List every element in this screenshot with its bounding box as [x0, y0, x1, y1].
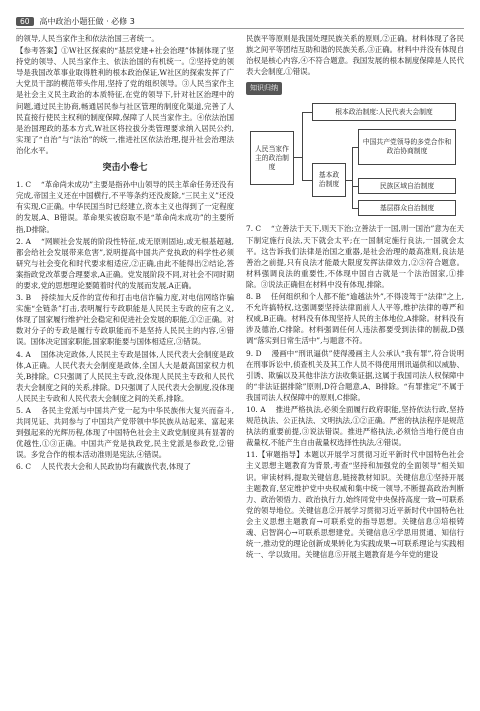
answer-3: 3. B 持续加大反作的宣传和打击电信诈骗力度,对电信网络诈骗实施“全链条”打击,表明履行专政职能是人民民主专政的应有之义,体现了国家履行维护社会稳定和促进社会发展的职能,①②正确。对数对分子的专政是履行专政职能而不是坚持人民民主的内容,④错误。国体决定国家职能,国家职能要与国体相适应,③错误。 [16, 293, 234, 347]
diagram-connector [352, 147, 353, 209]
answer-4: 4. A 国体决定政体,人民民主专政是国体,人民代表大会制度是政体,A正确。人民代表大会制度是政体,全国人大是最高国家权力机关,B排除。C只强调了人民民主专政,没体现人民民主专政和人民代表大会制度之间的关系,排除。D只强调了人民代表大会制度,没体现人民民主专政和人民代表大会制度之间的关系,排除。 [16, 349, 234, 403]
diagram-basic-system: 基本政治制度 [312, 163, 346, 197]
diagram-item-grassroots: 基层群众自治制度 [358, 200, 456, 216]
diagram-connector [302, 112, 303, 180]
section-title: 突击小卷七 [102, 163, 148, 174]
book-title: 高中政治小题狂做 · 必修 3 [39, 16, 135, 26]
diagram-item-ethnic-autonomy: 民族区域自治制度 [358, 178, 456, 194]
diagram-fundamental-system: 根本政治制度:人民代表大会制度 [312, 103, 456, 121]
knowledge-summary-label: 知识归纳 [246, 82, 282, 95]
diagram-connector [302, 112, 312, 113]
page-header [16, 14, 464, 29]
reference-answer: 【参考答案】①W社区探索的“基层党建+社会治理”体制体现了坚持党的领导、人民当家作主、依法治国的有机统一。②坚持党的领导是我国改革事业取得胜利的根本政治保证,W社区的探索发挥了广大党员干部的模范带头作用,坚持了党的组织领导。③人民当家作主是社会主义民主政治的本质特征,在党的领导下,针对社区治理中的问题,通过民主协商,畅通居民参与社区管理的制度化渠道,完善了人民直接行使民主权利的制度保障,保障了人民当家作主。④依法治国是治国理政的基本方式,W社区将拉拔分类管理要求纳入居民公约,实现了“自治”与“法治”的统一,推进社区依法治理,提升社会治理法治化水平。 [16, 46, 234, 155]
answer-9: 9. D 漫画中“刑讯逼供”使得漫画主人公承认“我有罪”,符合说明在刑事诉讼中,侦查机关及其工作人员不得使用刑讯逼供和以威胁、引诱、欺骗以及其他非法方法收集证据,这属于我国司法人权保障中的“非法证据排除”原则,D符合题意,A、B排除。“有罪推定”不属于我国司法人权保障中的原则,C排除。 [246, 348, 464, 402]
intro-text: 的领导,人民当家作主和依法治国三者统一。 [16, 34, 159, 43]
diagram-connector [294, 157, 302, 158]
diagram-item-multiparty: 中国共产党领导的多党合作和政治协商制度 [358, 129, 456, 165]
answer-11: 11.【审题指导】本题以开展学习贯彻习近平新时代中国特色社会主义思想主题教育为背景,考查“坚持和加强党的全面领导”相关知识。审读材料,提取关键信息,链接教材知识。关键信息①坚持开展主题教育,坚定维护党中央权威和集中统一领导,不断提高政治判断力、政治领悟力、政治执行力,始终同党中央保持高度一致→可联系党的领导地位。关键信息②开展学习贯彻习近平新时代中国特色社会主义思想主题教育→可联系党的指导思想。关键信息③培根铸魂、启智润心→可联系思想建党。关键信息④学思用贯通、知信行统一,推动党的理论创新成果转化为实践成果→可联系理论与实践相统一、学以致用。关键信息⑤开展主题教育是今年党的建设 [246, 450, 464, 560]
page-number: 60 [16, 17, 34, 26]
answer-7: 7. C “立善法于天下,则天下治;立善法于一国,则一国治”意为在天下制定施行良法,天下就会太平;在一国制定施行良法,一国就会太平。这告诉我们法律是治国之重器,是社会治理的最高准则,良法是善治之前提,只有良法才能最大限度发挥法律效力,②③符合题意。材料强调良法的重要性,不体现中国自古就是一个法治国家,①排除。③说法正确但在材料中没有体现,排除。 [246, 224, 464, 289]
answer-5: 5. A 各民主党派与中国共产党一起为中华民族伟大复兴而奋斗,共同见证、共同参与了中国共产党带领中华民族从站起来、富起来到强起来的光辉历程,体现了中国特色社会主义政党制度具有显著的优越性,①③正确。中国共产党是执政党,民主党派是参政党,②错误。多党合作的根本活动准则是宪法,④错误。 [16, 406, 234, 460]
left-column [16, 33, 234, 711]
diagram-root-box: 人民当家作主的政治制度 [250, 131, 294, 185]
answer-1: 1. C “革命尚未成功”主要是指孙中山领导的民主革命任务还没有完成,帝国主义还在中国横行,不平等条约还没废除,“三民主义”还没有实现,C正确。中华民国当时已经建立,资本主义也得到了一定程度的发展,A、B错误。革命果实被窃取不是“革命尚未成功”的主要所指,D排除。 [16, 180, 234, 234]
diagram-connector [302, 180, 312, 181]
answer-8: 8. B 任何组织和个人都不能“逾越法外”,不得凌驾于“法律”之上,不允许搞特权,这强调要坚持法律面前人人平等,维护法律的尊严和权威,B正确。材料没有体现坚持人民的主体地位,A排除。材料没有涉及德治,C排除。材料强调任何人违法都要受到法律的制裁,D强调“落实到日常生活中”,与题意不符。 [246, 292, 464, 346]
answer-6: 6. C 人民代表大会和人民政协均有藏族代表,体现了 [16, 462, 191, 472]
two-column-body [16, 33, 464, 711]
right-column [246, 33, 464, 711]
political-system-diagram [246, 101, 464, 219]
answer-10: 10. A 推进严格执法,必须全面履行政府职能,坚持依法行政,坚持规范执法、公正执法、文明执法,①②正确。严密的执法程序是规范执法的重要前提,③说法错误。推进严格执法,必须恰当地行使自由裁量权,不能产生自由裁量权选择性执法,④错误。 [246, 404, 464, 448]
answer-2: 2. A “网顾社会发展的阶段性特征,成无原则固辿,或无根基超越,都会给社会发展带来危害”,说明提高中国共产党执政的科学性必须研究与社会变化和时代要求相适应,②正确,由此不能得出②结论,答案指政党改革要合理要求,A正确。党发展阶段不同,对社会不同时期的要求,党的思想理论要随着时代的发展而发展,A正确。 [16, 236, 234, 290]
answer-6-continued: 民族平等原则是我国处理民族关系的原则,②正确。材料体现了各民族之间平等团结互助和谐的民族关系,③正确。材料中并没有体现自治权是核心内容,④不符合题意。我国发展的根本制度保障是人民代表大会制度,①错误。 [246, 34, 464, 77]
